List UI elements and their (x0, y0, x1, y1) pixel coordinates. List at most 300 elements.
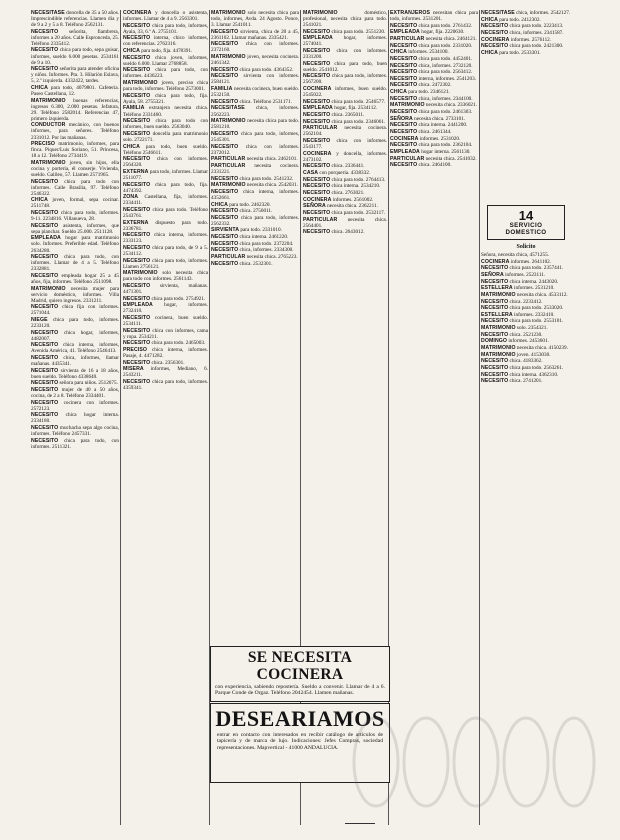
ad-text: chica hogar interna. 2334180. (31, 412, 119, 425)
ad-heading: NECESITO (123, 295, 151, 302)
classified-ad (123, 35, 208, 47)
ad-text: hogar, informes. 2574041. (303, 35, 387, 48)
ad-heading: NECESITO (481, 364, 509, 371)
ad-text: chica interna, informes. 4352661. (211, 188, 299, 201)
ad-text: señora para niños. 2512675. (59, 380, 118, 387)
classified-ad (481, 318, 571, 324)
classified-ad (390, 36, 478, 42)
ad-heading: DOMINGO (481, 338, 508, 345)
ad-text: chica interna. 2443020. (509, 278, 559, 285)
classified-ad (303, 210, 387, 216)
column-6 (481, 10, 571, 822)
classified-ad (303, 112, 387, 118)
column-1 (31, 10, 119, 822)
ad-heading: NECESITO (481, 318, 509, 325)
classified-ad (31, 286, 119, 304)
column-rule (120, 10, 121, 825)
ad-text: necesita chica. 2542031. (246, 182, 298, 189)
ad-heading: NECESITO (390, 22, 418, 29)
ad-text: matrimonio, informes, para finca. Piquer/Luis Soriano, 51. Princesa, 18 a 12. Teléfono 2734419. (31, 141, 119, 160)
ad-text: chica para todo. 2764413. (331, 176, 386, 183)
ad-heading: NECESITASE (31, 10, 65, 16)
classified-ad (31, 317, 119, 329)
ad-heading: NECESITO (31, 387, 59, 394)
ad-text: chica, informes, llamar mañanas. 4435341. (31, 355, 119, 368)
classified-ad (390, 43, 478, 49)
classified-ad (31, 387, 119, 399)
ad-text: cocinera, buen sueldo. 2534111. (123, 315, 208, 328)
ad-heading: NECESITO (303, 209, 331, 216)
ad-text: doncella de 35 a 50 años. Imprescindible referencias. Llamen día y de 9 a 2 y 5 a 8. Teléfono 2562131. (31, 10, 119, 29)
classified-ad (31, 10, 119, 28)
classified-ad (123, 182, 208, 194)
classified-ad (31, 304, 119, 316)
ad-text: necesita cocinera. 2331221. (211, 162, 299, 175)
column-5 (390, 10, 478, 650)
ad-heading: NECESITO (211, 208, 239, 215)
ad-heading: NECESITO (303, 28, 331, 35)
ad-text: señorita, fiambrera, informes a 20 años. Calle Espronceda, 25. Teléfono 2335412. (31, 28, 119, 47)
ad-heading: COCINERA (123, 10, 152, 16)
ad-heading: NECESITO (123, 283, 151, 290)
classified-ad (31, 210, 119, 222)
ad-text: solo necesita chica para todo con informes. 2561143. (123, 270, 208, 283)
classified-ad (390, 89, 478, 95)
classified-ad (303, 86, 387, 98)
ad-text: chica para todo, informes. 9-11. 2234816. Villanueva, 28. (31, 210, 119, 223)
classified-ad (303, 73, 387, 85)
ad-text: chica para todo con informes. Calle Brasilia, 97. Teléfono 2546322. (31, 178, 119, 197)
ad-text: hogar, fija. 2220630. (421, 29, 465, 36)
ad-text: y doncella, informes. 2473102. (303, 150, 387, 163)
ad-text: para todo. 2331010. (240, 227, 282, 234)
ad-heading: COCINERA (303, 86, 332, 93)
classified-ad (123, 315, 208, 327)
ad-text: para todo, fija. 4478391. (141, 48, 193, 55)
ad-heading: EMPLEADA (390, 29, 420, 36)
classified-ad (123, 366, 208, 378)
section-number: 14 (518, 208, 534, 223)
ad-heading: NECESITO (303, 190, 331, 196)
ad-text: informes. 2576112. (510, 36, 552, 43)
ad-heading: NECESITO (481, 331, 509, 338)
classified-ad (303, 163, 387, 169)
ad-heading: FAMILIA (123, 105, 145, 112)
ad-heading: NECESITO (31, 355, 59, 362)
ad-heading: NECESITO (211, 73, 239, 80)
ad-text: buenas referencias, ingresos 6.300, 2.000 pesetas. Jefatura, 29. Teléfono 2582014. Referencias 47, primero izquierda. (31, 97, 119, 122)
ad-heading: NECESITO (31, 367, 59, 374)
ad-heading: MATRIMONIO (390, 102, 425, 109)
ad-text: chica con informes. 2372160. (211, 41, 299, 54)
classified-ad (390, 10, 478, 22)
ad-heading: PARTICULAR (211, 162, 246, 169)
classified-ad (31, 425, 119, 437)
ad-heading: NECESITO (390, 122, 418, 129)
ad-heading: MATRIMONIO (211, 54, 246, 61)
ad-text: chica para todo, informes. 4359341. (123, 379, 208, 392)
ad-text: necesita chica para todo. 2581210. (211, 118, 299, 131)
ad-text: chica. 2336441. (331, 163, 365, 170)
ad-text: chica para todo, informes, Ayala, 33, 6.º A. 2755101. (123, 22, 208, 35)
ad-heading: NECESITO (211, 240, 239, 247)
classified-ad (211, 29, 299, 41)
ad-heading: NECESITO (211, 130, 239, 137)
classified-ad (123, 67, 208, 79)
ad-text: chica con informes. 2331200. (303, 48, 387, 61)
ad-heading: MISERA (123, 366, 144, 373)
ad-heading: NECESITO (390, 95, 418, 102)
classified-ad (31, 160, 119, 178)
section-subheading: Solicito (516, 244, 536, 250)
classified-ad (123, 379, 208, 391)
classified-ad (123, 48, 208, 54)
classified-ad (123, 232, 208, 244)
classified-ad (123, 144, 208, 156)
ad-heading: NECESITO (481, 305, 509, 312)
ad-text: chica para todo, de 9 a 5. 2534112. (123, 245, 208, 258)
ad-heading: EMPLEADA (123, 302, 153, 309)
ad-heading: MATRIMONIO (481, 325, 516, 332)
classified-ad (390, 69, 478, 75)
classified-ad (481, 325, 571, 331)
ad-text: hogar, informes. 2732410. (123, 302, 208, 315)
ad-text: chica interna, informes. Pasaje, 4. 4471282. (123, 347, 208, 360)
ad-text: Señora, necesita chica, 4571255. (481, 252, 549, 259)
classified-ad (31, 141, 119, 159)
classified-ad (31, 179, 119, 197)
classified-ad (390, 63, 478, 69)
ad-text: chica para todo, sepa guisar, informes, sueldo 6.000 pesetas. 2534161 de 9 a 10. (31, 47, 119, 66)
classified-ad (31, 223, 119, 235)
ad-heading: NECESITO (123, 181, 151, 188)
ad-text: chica interna. 2461220. (239, 234, 289, 241)
classified-ad (123, 131, 208, 143)
classified-ad (303, 125, 387, 137)
ad-text: necesita chica. 2462101. (246, 156, 298, 163)
ad-heading: COCINERA (390, 135, 419, 142)
classified-ad (211, 261, 299, 267)
classified-ad (31, 254, 119, 272)
ad-heading: SEÑORA (481, 271, 504, 278)
classified-ad (481, 292, 571, 298)
classified-ad (211, 131, 299, 143)
classified-ad (481, 23, 571, 29)
ad-text: chica para todo. 2331020. (418, 42, 473, 49)
classified-ad (211, 67, 299, 73)
ad-heading: FAMILIA (211, 86, 233, 93)
ad-text: joven, necesita cocinera. 2461342. (211, 54, 299, 67)
ad-text: mujer de 40 a 50 años, cocina, de 2 a 8. Teléfono 2334401. (31, 387, 119, 400)
classified-ad (211, 86, 299, 98)
classified-ad (303, 170, 387, 176)
ad-heading: PARTICULAR (390, 35, 425, 42)
ad-text: chica para todo. 2546577. (331, 98, 386, 105)
ad-heading: COCINERA (303, 196, 332, 203)
ad-heading: COCINERA (481, 258, 510, 265)
classified-ad (390, 102, 478, 108)
classified-ad (123, 302, 208, 314)
ad-heading: NECESITO (390, 42, 418, 49)
ad-heading: NECESITO (481, 43, 509, 50)
classified-ad (31, 368, 119, 380)
ad-heading: NECESITO (123, 130, 151, 137)
ad-text: chica para todo. 2357441. (509, 265, 564, 272)
ad-text: doncella para matrimonio solo. 2722171. (123, 130, 208, 143)
ad-heading: NECESITO (481, 378, 509, 385)
ad-text: extranjera necesita chica. Teléfono 2331460. (123, 105, 208, 118)
ad-heading: NECESITO (211, 247, 239, 254)
ad-text: joven, formal, sepa cocinar. 2511748. (31, 197, 119, 210)
ad-text: informes. 2531020. (419, 135, 461, 142)
classified-ad (211, 247, 299, 253)
ad-heading: NECESITO (31, 28, 59, 35)
classified-ad (303, 177, 387, 183)
column-rule (479, 10, 480, 825)
ad-text: chica. 2356301. (151, 359, 185, 366)
ad-text: chica para todo. 2532117. (331, 209, 386, 216)
ad-box-cocinera-body: con experiencia, sabiendo repostería. Sueldo a convenir. Llamar de 4 a 6. Parque Conde de Orgaz. Teléfono 2042454. Llamen mañanas. (215, 684, 385, 697)
ad-text: sirvienta de 16 a 18 años, buen sueldo. Teléfono 4338640. (31, 367, 119, 380)
ad-heading: NECESITO (390, 128, 418, 135)
ad-text: chica para todo. 2461303. (418, 109, 473, 116)
ad-heading: MATRIMONIO (31, 285, 66, 292)
classified-ad (123, 118, 208, 130)
classified-ad (211, 54, 299, 66)
ad-text: chica para todo con informes, buen sueldo. 2563040. (123, 118, 208, 131)
classified-ad (390, 116, 478, 122)
classified-ad (390, 96, 478, 102)
ad-heading: CHICA (481, 49, 498, 56)
ad-heading: NECESITO (390, 55, 418, 62)
ad-text: chica. 4183362. (509, 358, 543, 365)
classified-ad (481, 43, 571, 49)
ad-text: chica para todo, informes. Llamen 2756121. (123, 257, 208, 270)
ad-text: chica para todo. 2563261. (509, 364, 564, 371)
ad-heading: EMPLEADA (31, 235, 61, 242)
ad-heading: NECESITO (481, 23, 509, 30)
ad-heading: NECESITO (31, 222, 59, 229)
ad-heading: NECESITO (211, 143, 239, 150)
ad-text: joven, sin hijos, ella cocina y portería, él conserje. Vivienda, sueldo. Galileo, 57. Llamen 2571965. (31, 159, 119, 178)
ad-text: necesita chica. 4533112. (516, 291, 568, 298)
classified-ad (303, 183, 387, 189)
classified-ad (390, 136, 478, 142)
ad-text: chica para todo. 2754921. (151, 295, 206, 302)
classified-ad (123, 156, 208, 168)
ad-text: mecánico, con buenos informes, para señores. Teléfono 2331012. Por las mañanas. (31, 122, 119, 141)
ad-text: chica para todo, buen sueldo. 2541012. (303, 60, 387, 73)
ad-text: chica para todo, informes. 2562332. (211, 214, 299, 227)
ad-heading: NECESITO (123, 340, 151, 347)
ad-text: necesita chica. 2765223. (246, 254, 298, 261)
classified-ad (31, 438, 119, 450)
ad-text: para todo, 4079801. Cafetería. Paseo Castellana, 12. (31, 84, 119, 97)
ad-text: chica. 2741201. (509, 378, 543, 385)
ad-text: interna, chico informes, con referencias. 2762316. (123, 35, 208, 48)
classified-ad (211, 118, 299, 130)
ad-text: chica para todo. 2551230. (331, 28, 386, 35)
ad-heading: NECESITO (31, 425, 59, 432)
ad-heading: EXTRANJEROS (390, 10, 431, 16)
ad-heading: NECESITO (303, 112, 331, 119)
classified-ad (211, 202, 299, 208)
ad-text: informes. 2534100. (408, 49, 449, 56)
ad-heading: PARTICULAR (303, 125, 338, 132)
ad-box-desariamos-headline: DESEARIAMOS (215, 706, 385, 731)
ad-text: chica joven, informes, sueldo 6.000. Llamar 2768858. (123, 54, 208, 67)
ad-heading: NECESITO (31, 178, 59, 185)
classified-ad (123, 169, 208, 181)
ad-text: chica para todo. 2563412. (418, 69, 473, 76)
ad-heading: COCINERA (303, 150, 332, 157)
classified-ad (481, 279, 571, 285)
classified-ad (390, 129, 478, 135)
ad-heading: NECESITO (303, 229, 331, 236)
classified-ad (211, 189, 299, 201)
ad-heading: NECESITO (123, 315, 151, 322)
ad-heading: NECESITO (123, 379, 151, 386)
ad-heading: NECESITO (211, 214, 239, 221)
ad-text: solo necesita chica para todo, informes, Avda. 24 Agosto. Ponce, 3. Llamar 2541011. (211, 10, 299, 29)
ad-heading: CONDUCTOR (31, 122, 66, 129)
ad-heading: NECESITO (390, 69, 418, 76)
ad-heading: NECESITASE (481, 10, 515, 16)
ad-text: para todo. 2412302. (499, 16, 541, 23)
classified-ad (390, 162, 478, 168)
ad-heading: NECESITO (481, 298, 509, 305)
classified-ad (31, 355, 119, 367)
classified-ad (481, 352, 571, 358)
ad-text: chica. 2521230. (509, 331, 543, 338)
ad-heading: NECESITO (211, 41, 239, 48)
classified-ad (303, 203, 387, 209)
classified-ad (211, 182, 299, 188)
classified-ad (211, 10, 299, 28)
ad-text: chica para todo. 4364352. (239, 66, 294, 73)
classified-ad (123, 194, 208, 206)
classified-ad (123, 328, 208, 340)
classified-ad (303, 151, 387, 163)
ad-text: necesita chica. 2733101. (414, 115, 466, 122)
classified-ad (211, 105, 299, 117)
ad-text: chica. Teléfono 2531171. (239, 98, 292, 105)
ad-heading: MATRIMONIO (481, 351, 516, 358)
ad-text: asistenta, informes, que sepa planchar. Sueldo 25.000. 2511128. (31, 222, 119, 235)
classified-ad (31, 412, 119, 424)
classified-ad (211, 163, 299, 175)
ad-heading: NIEGE (31, 316, 48, 323)
ad-text: chica para todo, informes. 2233120. (31, 316, 119, 330)
ad-text: chica para todo. 2362104. (418, 142, 473, 149)
ad-heading: SEÑORA (303, 203, 326, 210)
classified-ad (31, 197, 119, 209)
ad-heading: CHICA (31, 84, 48, 91)
ad-box-cocinera-headline: SE NECESITA COCINERA (247, 649, 353, 683)
classified-ad (390, 29, 478, 35)
classified-ad (211, 176, 299, 182)
classified-ad (390, 122, 478, 128)
classified-ad (390, 56, 478, 62)
ad-text: informes. 2561002. (332, 196, 374, 203)
classified-ad (211, 41, 299, 53)
ad-text: chica para todo. 2533020. (509, 305, 564, 312)
ad-text: chica. 2233412. (509, 298, 543, 305)
ad-heading: NECESITO (123, 35, 151, 42)
classified-ad (123, 55, 208, 67)
classified-ad (211, 241, 299, 247)
ad-text: chica con informes. 2543177. (303, 138, 387, 151)
ad-text: chica interna. 2441200. (418, 122, 468, 129)
ad-heading: NECESITO (123, 206, 151, 213)
classified-ad (481, 30, 571, 36)
ad-text: dispuesto para todo. 2336781. (123, 219, 208, 232)
ad-text: empleada hogar 25 a 45 años, fija, informes. Teléfono 2511098. (31, 272, 119, 285)
ad-heading: NECESITO (390, 62, 418, 69)
ad-heading: PARTICULAR (303, 216, 338, 223)
ad-heading: NECESITO (123, 245, 151, 252)
ad-heading: NECESITO (31, 210, 59, 217)
classified-ad (481, 338, 571, 344)
ad-heading: NECESITO (481, 265, 509, 272)
ad-text: chica para todo, con informes. 2511321. (31, 437, 119, 450)
ad-text: sirvienta con informes. 2584121. (211, 73, 299, 86)
ad-text: chica para todo. 2465003. (151, 340, 206, 347)
classified-ad (211, 144, 299, 156)
ad-heading: NECESITO (211, 66, 239, 73)
classified-ad (123, 360, 208, 366)
ad-heading: NECESITO (31, 399, 59, 406)
classified-ad (390, 149, 478, 155)
classified-ad (211, 254, 299, 260)
classified-ad (390, 82, 478, 88)
ad-text: chica. 2464100. (418, 162, 452, 169)
classified-ad (481, 37, 571, 43)
classified-ad (123, 283, 208, 295)
ad-text: para todo. 2462320. (229, 201, 271, 208)
ad-text: sirvienta, chica de 20 a 45, 2361102. Llamar mañanas. 2335421. (211, 28, 299, 41)
classified-ad (123, 207, 208, 219)
ad-box-desariamos-body: entrar en contacto con interesados en recibir catálogo de artículos de tapicería y de marca de lujo. Indicaciones: Jefes Compras, sociedad representaciones. Mapvertical - 41000 ANDALUCIA. (217, 732, 383, 751)
ad-text: chica para todo, informes, 2545301. (211, 130, 299, 143)
ad-heading: NECESITO (390, 82, 418, 89)
classified-ad (303, 35, 387, 47)
ad-text: chica interna, informes. 2333123. (123, 232, 208, 245)
ad-text: chica para todo, fija. Ayala, 58. 2755321. (123, 92, 208, 105)
ad-heading: SEÑORA (390, 115, 413, 122)
ad-text: solo. 2354321. (516, 325, 548, 332)
ad-text: necesita chica. 2464121. (425, 35, 477, 42)
ad-text: chica para todo. 2346061. (331, 118, 386, 125)
ad-heading: MATRIMONIO (211, 182, 246, 189)
ad-text: chica para todo, con informes. 4436223. (123, 67, 208, 80)
ad-heading: PARTICULAR (211, 254, 246, 261)
ad-heading: NECESITO (303, 176, 331, 183)
classified-ad (31, 47, 119, 65)
page-end-rule (345, 823, 375, 824)
ad-heading: NECESITO (31, 304, 59, 311)
section-title-line2: DOMESTICO (505, 229, 547, 236)
ad-text: chica para todo. 2553101. (509, 318, 564, 325)
ad-text: informes. 2641102. (510, 258, 552, 265)
ad-heading: NECESITO (303, 138, 331, 145)
ad-text: chica hogar, informes, 4482007. (31, 329, 119, 342)
ad-heading: MATRIMONIO (211, 118, 246, 125)
ad-text: chica fija con informes. 2571044. (31, 304, 119, 317)
ad-text: chica, informes. 2732120. (418, 62, 473, 69)
ad-heading: NECESITO (123, 359, 151, 366)
ad-text: chica. 2756011. (239, 208, 273, 215)
